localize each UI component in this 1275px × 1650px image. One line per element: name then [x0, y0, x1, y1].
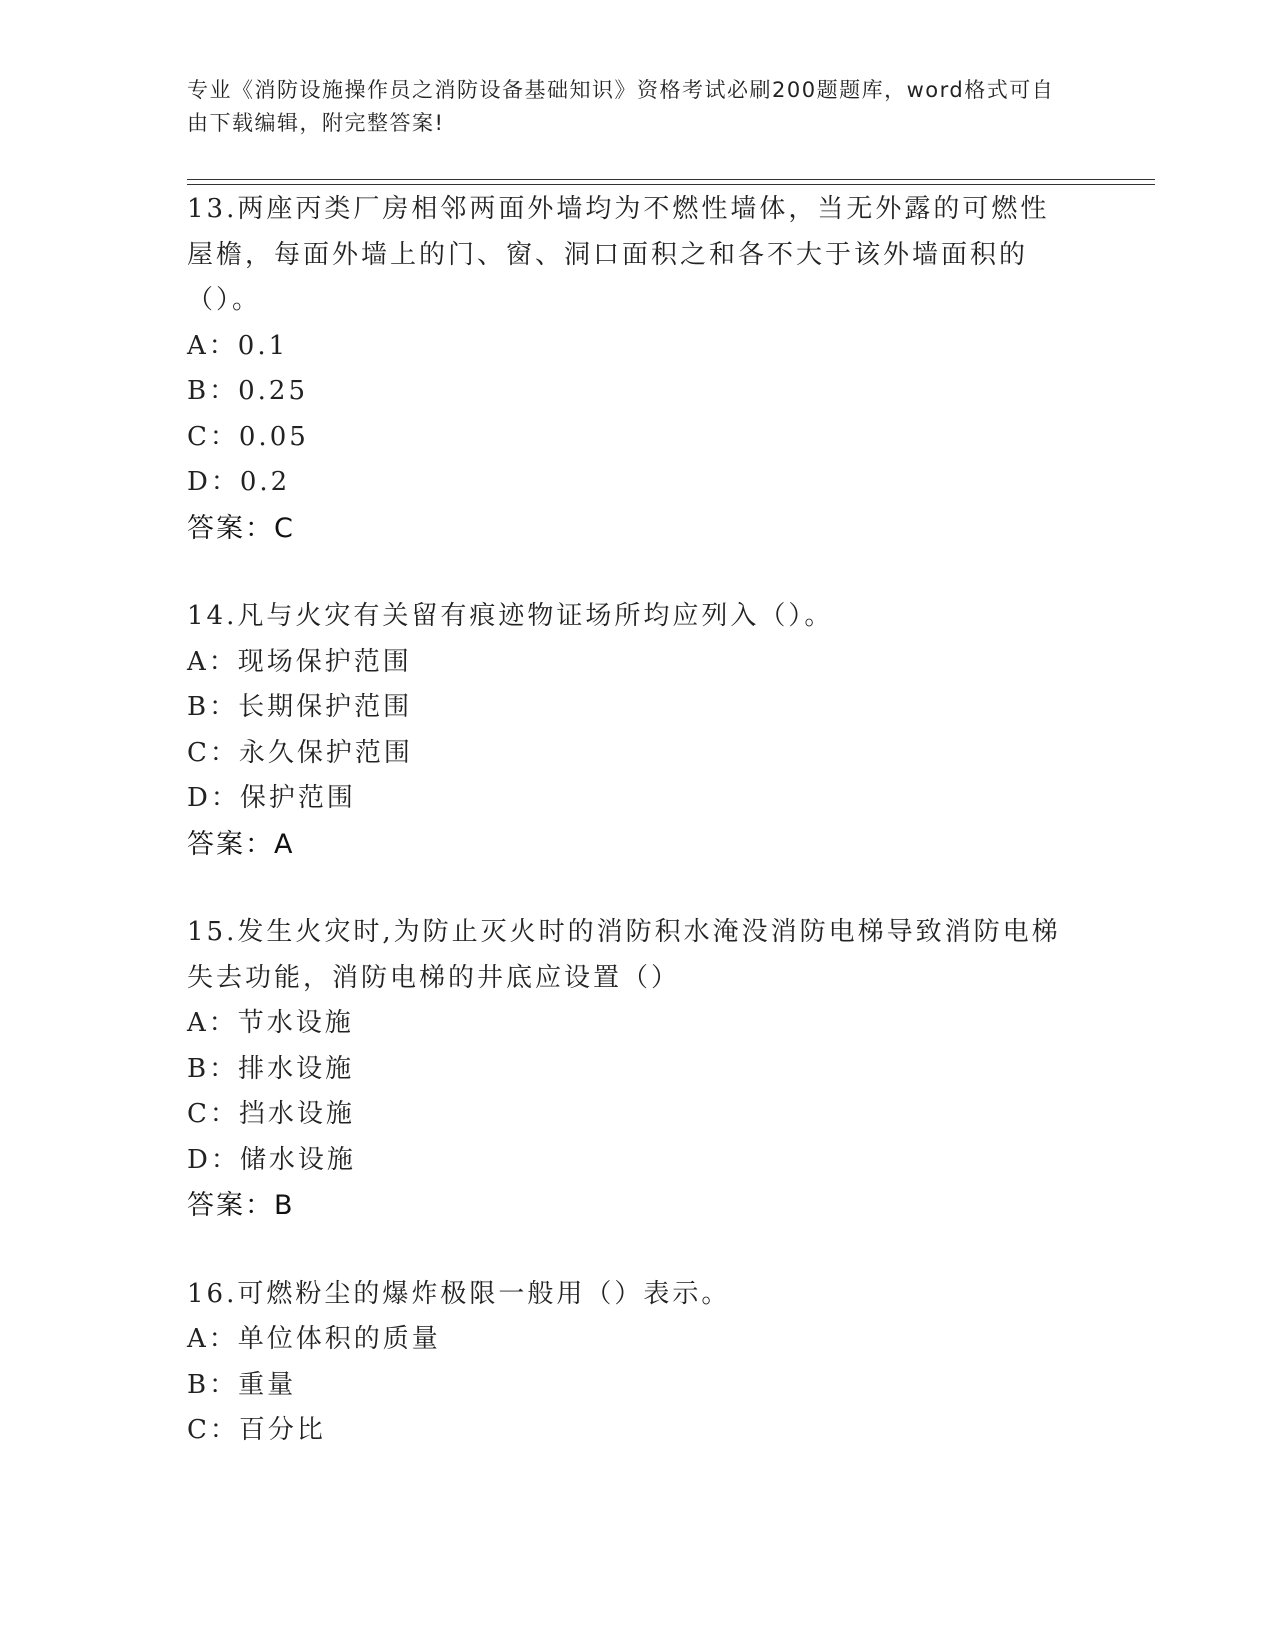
question-gap	[187, 867, 1087, 910]
option-a: A：单位体积的质量	[187, 1324, 441, 1354]
question-stem: 14.凡与火灾有关留有痕迹物证场所均应列入（）。	[187, 601, 834, 631]
question-stem: 13.两座丙类厂房相邻两面外墙均为不燃性墙体，当无外露的可燃性屋檐，每面外墙上的门、窗、洞口面积之和各不大于该外墙面积的（）。	[187, 194, 1050, 315]
option-b: B：重量	[187, 1369, 297, 1400]
header-divider-top	[187, 179, 1155, 180]
answer-line: 答案：C	[187, 512, 295, 544]
question-list	[187, 187, 1087, 1454]
question-gap	[187, 1229, 1087, 1272]
option-c: C：0.05	[187, 421, 309, 452]
option-c: C：百分比	[187, 1415, 326, 1445]
option-a: A：0.1	[187, 330, 289, 361]
question-13	[187, 187, 1087, 551]
question-16	[187, 1272, 1087, 1454]
question-stem: 16.可燃粉尘的爆炸极限一般用（）表示。	[187, 1278, 731, 1309]
option-b: B：0.25	[187, 376, 308, 406]
question-15	[187, 910, 1087, 1229]
header-divider-bottom	[187, 184, 1155, 185]
answer-line: 答案：B	[187, 1190, 295, 1221]
document-header: 专业《消防设施操作员之消防设备基础知识》资格考试必刷200题题库，word格式可自由下载编辑，附完整答案!	[187, 78, 1055, 135]
option-b: B：排水设施	[187, 1053, 355, 1084]
option-d: D：保护范围	[187, 783, 356, 813]
question-gap	[187, 551, 1087, 594]
question-14	[187, 594, 1087, 867]
question-stem: 15.发生火灾时,为防止灭火时的消防积水淹没消防电梯导致消防电梯失去功能，消防电梯的井底应设置（）	[187, 917, 1061, 993]
option-c: C：挡水设施	[187, 1099, 355, 1129]
option-d: D：0.2	[187, 467, 291, 497]
option-a: A：节水设施	[187, 1008, 354, 1038]
answer-line: 答案：A	[187, 828, 295, 860]
option-a: A：现场保护范围	[187, 646, 412, 677]
option-c: C：永久保护范围	[187, 737, 413, 768]
option-d: D：储水设施	[187, 1144, 356, 1175]
option-b: B：长期保护范围	[187, 692, 413, 722]
